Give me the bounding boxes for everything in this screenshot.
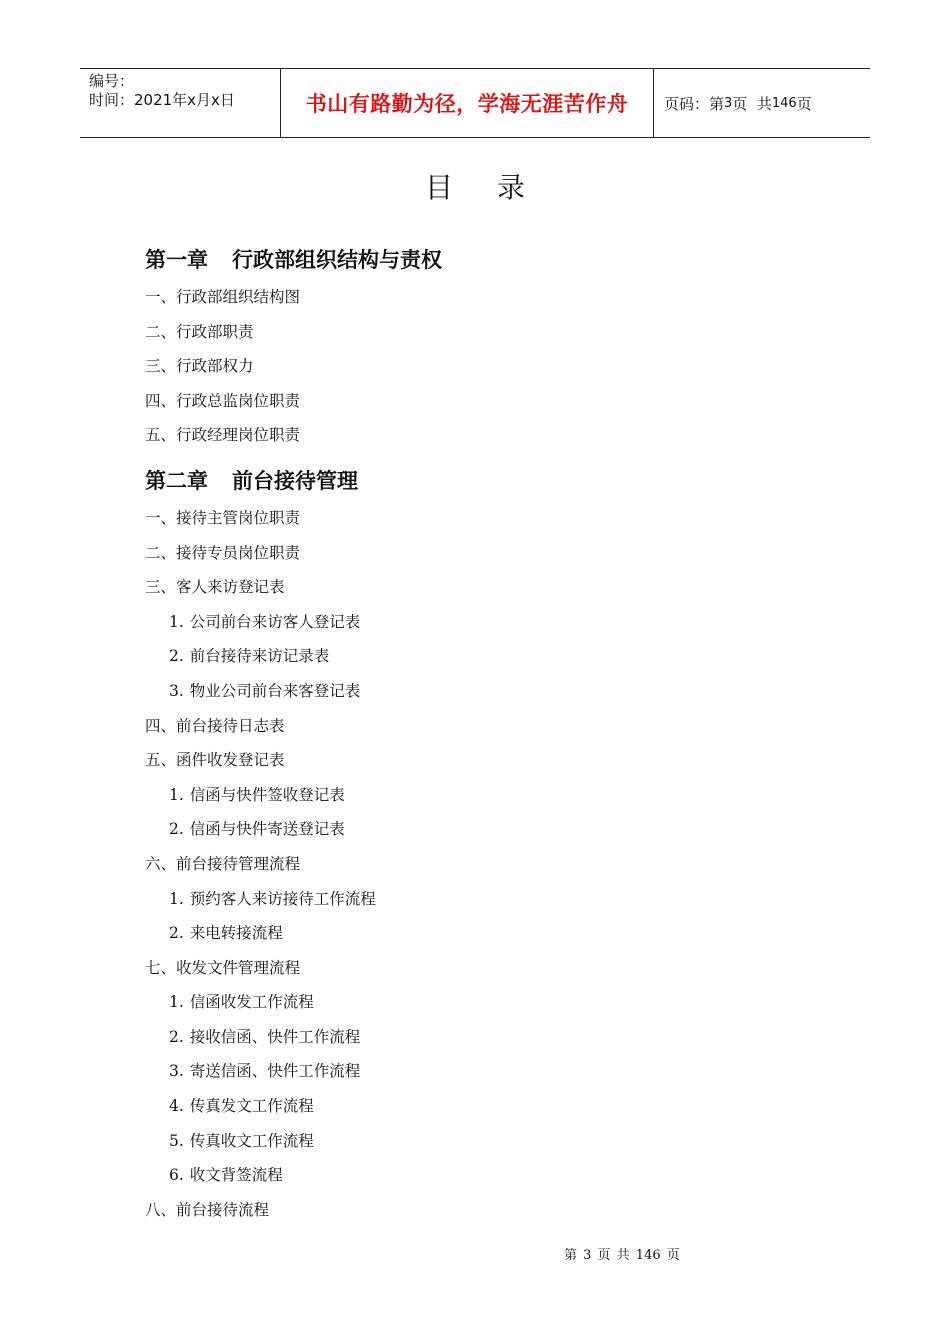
toc-subitem-number: 2.: [169, 1027, 184, 1046]
toc-item[interactable]: [145, 536, 845, 571]
toc-item-text: 寄送信函、快件工作流程: [189, 1062, 361, 1081]
toc-item-text: 八、前台接待流程: [145, 1200, 270, 1219]
toc-item-text: 三、客人来访登记表: [145, 578, 285, 597]
chapter-number: 第一章: [145, 248, 208, 272]
toc-item-text: 收文背签流程: [189, 1166, 283, 1185]
toc-item-text: 一、行政部组织结构图: [145, 288, 301, 306]
toc-item[interactable]: [145, 847, 845, 882]
toc-subitem-number: 1.: [169, 612, 184, 631]
toc-item-text: 四、行政总监岗位职责: [145, 391, 301, 410]
toc-subitem[interactable]: [145, 882, 845, 917]
document-time: 时间：2021年x月x日: [89, 91, 235, 109]
toc-item-text: 四、前台接待日志表: [145, 716, 285, 735]
toc-item-text: 信函收发工作流程: [189, 993, 314, 1012]
toc-item-text: 三、行政部权力: [145, 357, 254, 376]
page-label-suffix: 页: [796, 94, 812, 113]
toc-subitem[interactable]: [145, 605, 845, 640]
toc-item-text: 接收信函、快件工作流程: [189, 1027, 361, 1046]
toc-subitem[interactable]: [145, 778, 845, 813]
toc-subitem[interactable]: [145, 1158, 845, 1193]
toc-item[interactable]: [145, 315, 845, 350]
toc-subitem[interactable]: [145, 674, 845, 709]
toc-item[interactable]: [145, 570, 845, 605]
toc-item-text: 前台接待来访记录表: [189, 647, 330, 666]
toc-subitem[interactable]: [145, 985, 845, 1020]
toc-item[interactable]: [145, 280, 845, 315]
toc-item-text: 七、收发文件管理流程: [145, 958, 301, 977]
toc-item[interactable]: [145, 384, 845, 419]
toc-subitem[interactable]: [145, 916, 845, 951]
toc-item[interactable]: [145, 709, 845, 744]
page-current: 3: [724, 95, 733, 111]
toc-item[interactable]: [145, 501, 845, 536]
header-page-info: [654, 69, 870, 137]
toc-item-text: 传真收文工作流程: [189, 1131, 314, 1150]
page-label-prefix: 页码：第: [664, 94, 725, 113]
toc-item-text: 五、行政经理岗位职责: [145, 426, 301, 445]
toc-item[interactable]: [145, 743, 845, 778]
toc-subitem[interactable]: [145, 1020, 845, 1055]
table-of-contents: [145, 240, 845, 1227]
toc-item-text: 来电转接流程: [189, 924, 283, 943]
toc-item-text: 一、接待主管岗位职责: [145, 508, 301, 527]
toc-item-text: 二、行政部职责: [145, 322, 254, 341]
toc-subitem-number: 3.: [169, 1062, 184, 1081]
header-meta: [80, 69, 281, 137]
toc-subitem-number: 6.: [169, 1166, 184, 1185]
chapter-name: 行政部组织结构与责权: [232, 248, 442, 272]
toc-title: 目录: [424, 171, 569, 204]
toc-subitem-number: 2.: [169, 820, 184, 839]
header-motto: 书山有路勤为径，学海无涯苦作舟: [281, 69, 654, 137]
toc-item-text: 物业公司前台来客登记表: [189, 681, 361, 700]
toc-subitem-number: 1.: [169, 785, 184, 804]
toc-item-text: 公司前台来访客人登记表: [189, 612, 361, 631]
toc-item[interactable]: [145, 418, 845, 453]
toc-item-text: 六、前台接待管理流程: [145, 854, 301, 873]
toc-item-text: 信函与快件签收登记表: [189, 785, 345, 804]
toc-subitem-number: 5.: [169, 1131, 184, 1150]
toc-item-text: 信函与快件寄送登记表: [189, 820, 345, 839]
toc-subitem[interactable]: [145, 812, 845, 847]
page-label-mid: 页 共: [732, 94, 772, 113]
toc-subitem[interactable]: [145, 1124, 845, 1159]
toc-item[interactable]: [145, 951, 845, 986]
page-footer: 第 3 页 共 146 页: [564, 1248, 680, 1263]
toc-subitem[interactable]: [145, 1054, 845, 1089]
toc-subitem[interactable]: [145, 1089, 845, 1124]
toc-item-text: 传真发文工作流程: [189, 1097, 314, 1116]
chapter-number: 第二章: [145, 468, 208, 493]
toc-item[interactable]: [145, 349, 845, 384]
chapter-heading[interactable]: [145, 461, 845, 501]
toc-subitem-number: 2.: [169, 924, 184, 943]
toc-item-text: 五、函件收发登记表: [145, 751, 285, 770]
toc-item-text: 预约客人来访接待工作流程: [189, 889, 376, 908]
document-number-label: 编号：: [89, 72, 135, 90]
chapter-heading[interactable]: [145, 240, 845, 280]
toc-item[interactable]: [145, 1193, 845, 1228]
toc-subitem-number: 2.: [169, 647, 184, 666]
toc-subitem-number: 4.: [169, 1097, 184, 1116]
page-total: 146: [771, 95, 797, 111]
page-header: [80, 68, 870, 138]
toc-subitem-number: 1.: [169, 889, 184, 908]
toc-subitem-number: 3.: [169, 681, 184, 700]
toc-item-text: 二、接待专员岗位职责: [145, 543, 301, 562]
chapter-name: 前台接待管理: [232, 468, 358, 493]
toc-subitem[interactable]: [145, 639, 845, 674]
toc-subitem-number: 1.: [169, 993, 184, 1012]
